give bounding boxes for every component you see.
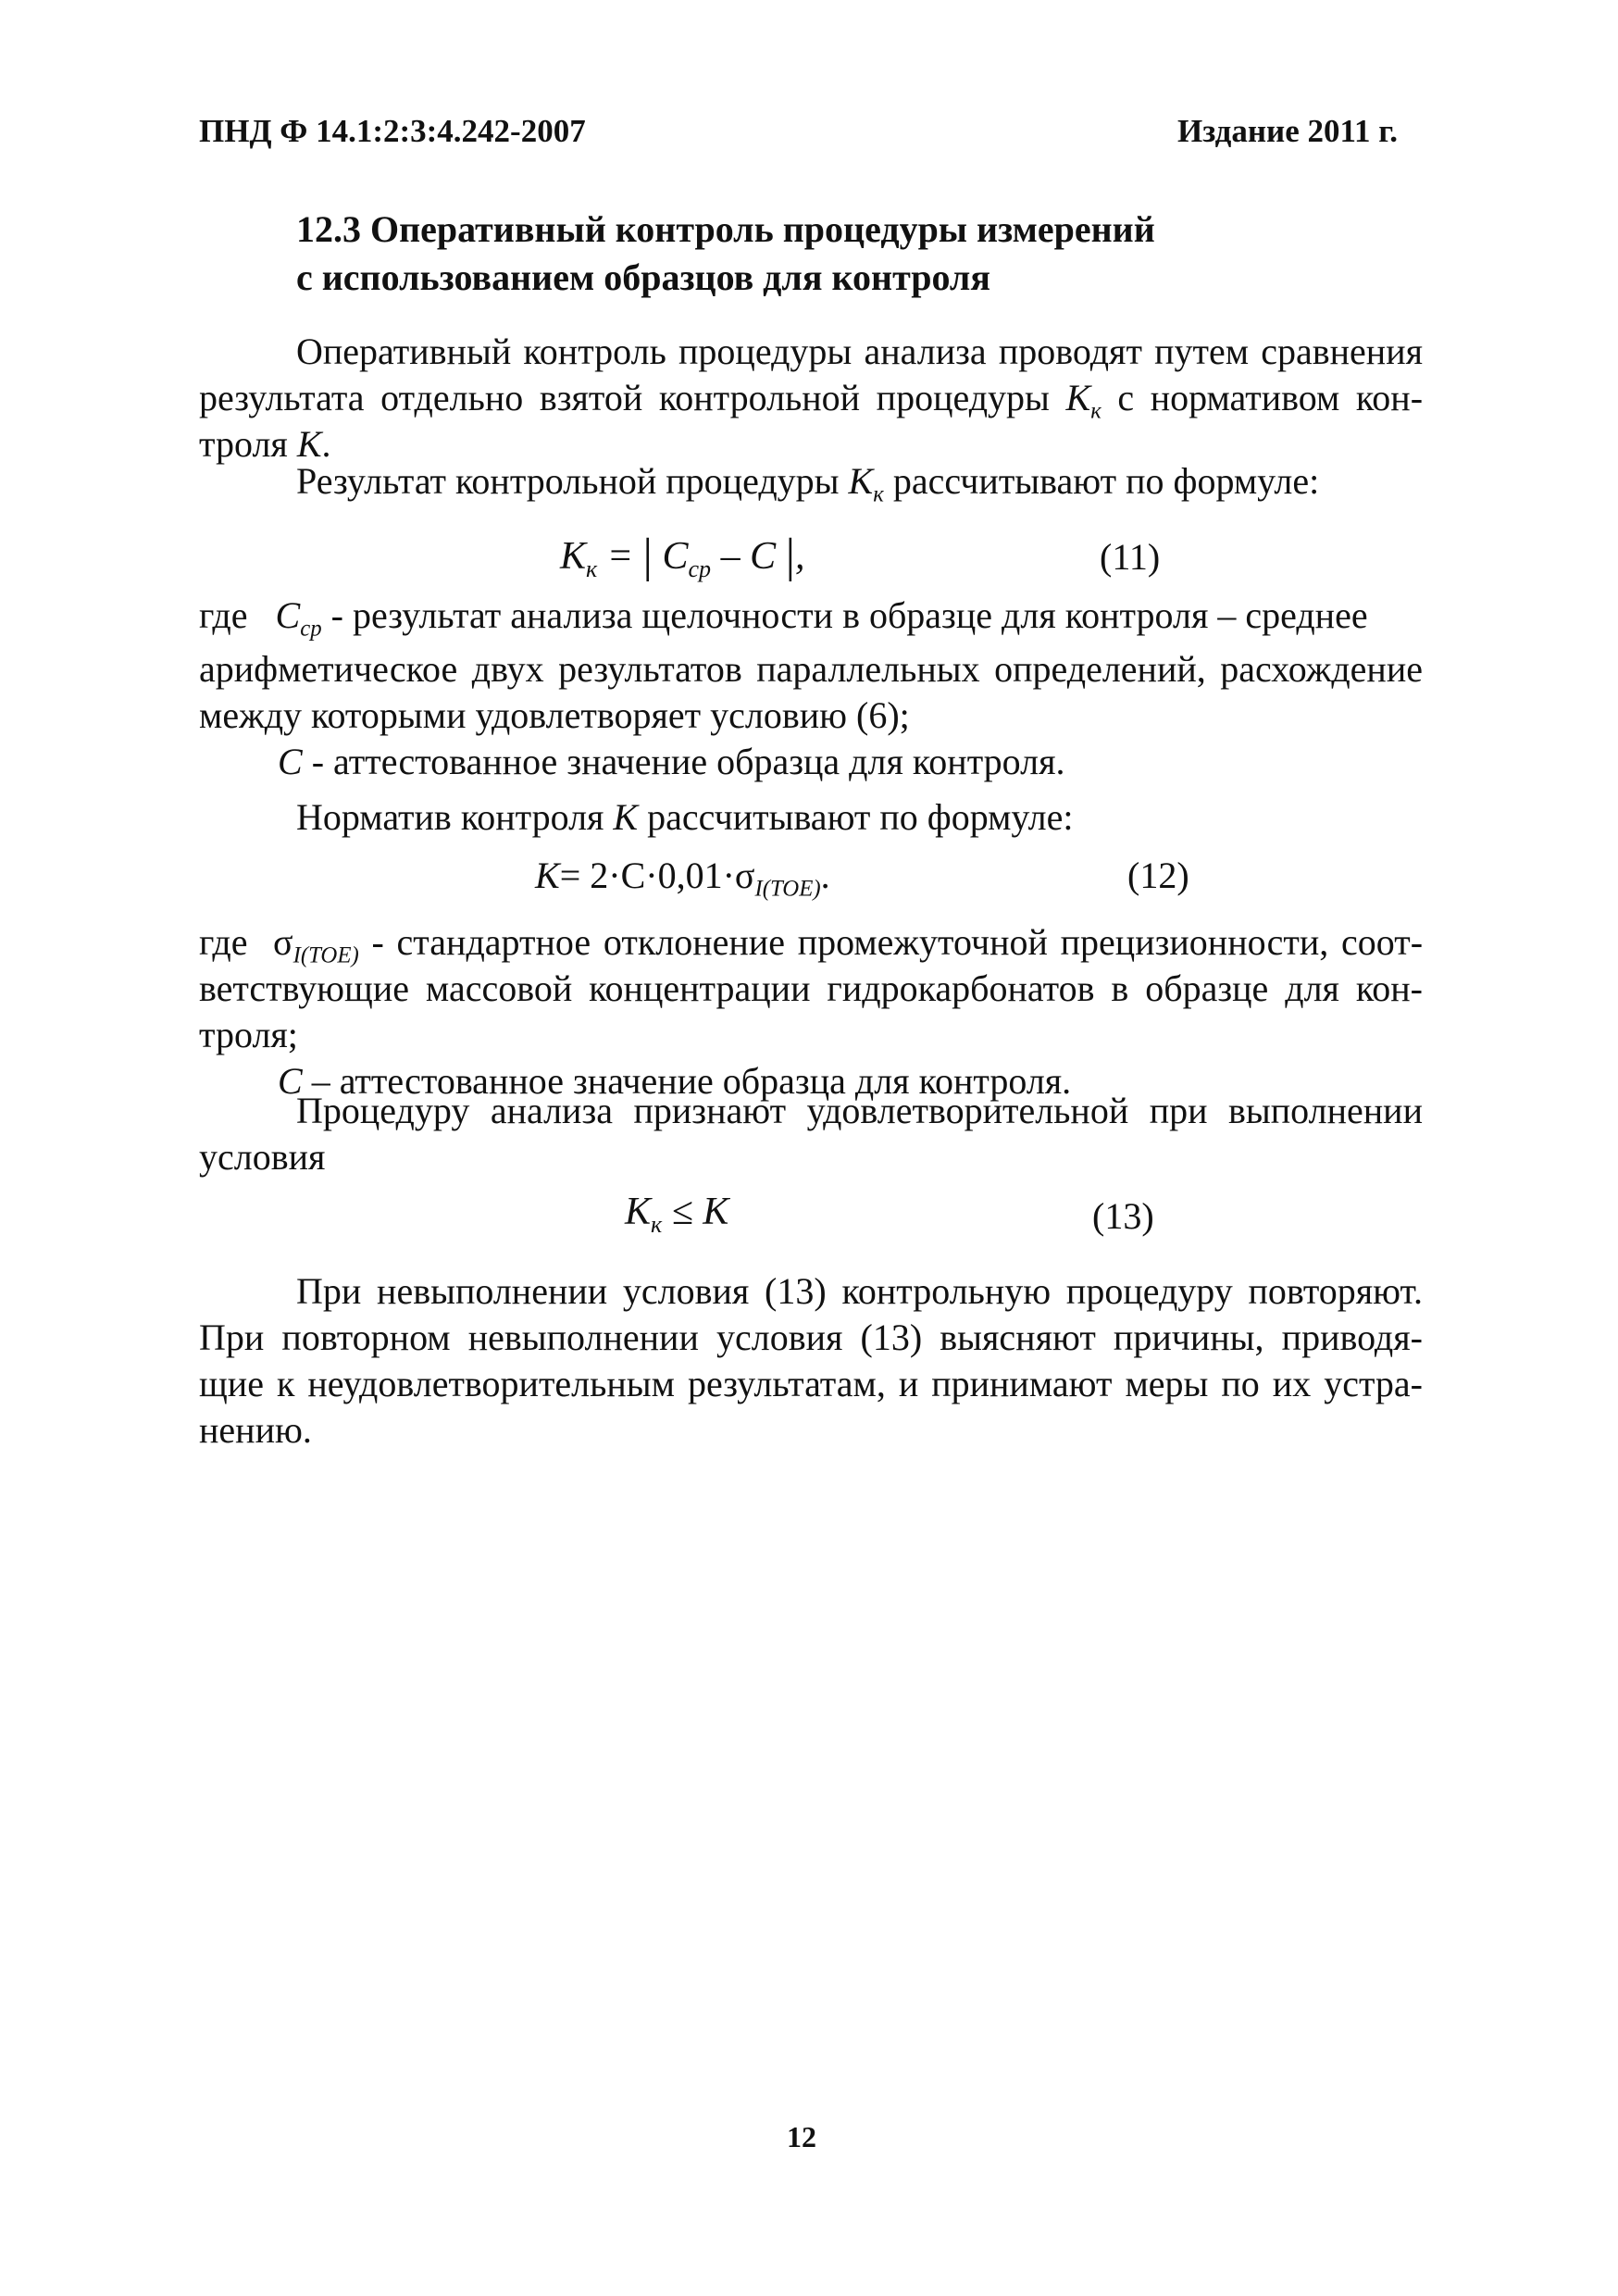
formula-12: $K= 2\cdot C\cdot 0,01\cdot\sigma_{I(TOE)}$. bbox=[535, 855, 830, 902]
intro-line-2: результата отдельно взятой контрольной процедуры $K_к$ с нормативом кон- bbox=[199, 377, 1424, 424]
where-12-c-definition: C – аттестованное значение образца для контроля. bbox=[278, 1060, 1072, 1102]
acceptance-line-2: условия bbox=[199, 1136, 326, 1178]
intro-paragraph bbox=[199, 329, 1423, 468]
acceptance-paragraph bbox=[199, 1088, 1423, 1180]
section-title-line-1: 12.3 Оперативный контроль процедуры измерений bbox=[296, 208, 1155, 250]
closing-line-3: щие к неудовлетворительным результатам, и принимают меры по их устра- bbox=[199, 1363, 1423, 1404]
closing-line-4: нению. bbox=[199, 1409, 312, 1451]
where-11-paragraph bbox=[199, 593, 1423, 785]
where-11-line-2: арифметическое двух результатов параллельных определений, расхождение bbox=[199, 648, 1423, 690]
norm-intro: Норматив контроля K рассчитывают по формуле: bbox=[296, 796, 1074, 838]
formula-12-number: (12) bbox=[1127, 855, 1189, 896]
where-11-line-1: где $C_{ср}$ - результат анализа щелочности в образце для контроля – среднее bbox=[199, 594, 1368, 642]
intro-line-3: троля K. bbox=[199, 423, 331, 465]
page-number: 12 bbox=[787, 2120, 816, 2153]
intro-line-1: Оперативный контроль процедуры анализа проводят путем сравнения bbox=[296, 331, 1423, 372]
closing-paragraph bbox=[199, 1268, 1423, 1454]
where-12-line-1: где $\sigma_{I(TOE)}$ - стандартное отклонение промежуточной прецизионности, соот- bbox=[199, 921, 1424, 968]
where-11-c-definition: C - аттестованное значение образца для контроля. bbox=[278, 741, 1065, 782]
formula-13-number: (13) bbox=[1092, 1195, 1154, 1237]
edition-label: Издание 2011 г. bbox=[1177, 113, 1398, 149]
result-intro: Результат контрольной процедуры $K_к$ рассчитывают по формуле: bbox=[296, 460, 1320, 507]
where-12-paragraph bbox=[199, 919, 1423, 1104]
document-code: ПНД Ф 14.1:2:3:4.242-2007 bbox=[199, 113, 586, 149]
section-title-line-2: с использованием образцов для контроля bbox=[296, 256, 990, 298]
closing-line-2: При повторном невыполнении условия (13) выясняют причины, приводя- bbox=[199, 1316, 1423, 1358]
formula-11-number: (11) bbox=[1100, 536, 1161, 578]
section-heading bbox=[296, 206, 1155, 302]
where-12-line-3: троля; bbox=[199, 1014, 298, 1055]
formula-11: $K_к$ = | $C_{ср}$ – C |, bbox=[560, 530, 805, 583]
closing-line-1: При невыполнении условия (13) контрольную процедуру повторяют. bbox=[296, 1270, 1423, 1312]
formula-13: $K_к \le K$ bbox=[625, 1191, 729, 1239]
acceptance-line-1: Процедуру анализа признают удовлетворительной при выполнении bbox=[296, 1090, 1423, 1131]
where-11-line-3: между которыми удовлетворяет условию (6); bbox=[199, 694, 910, 736]
where-12-line-2: ветствующие массовой концентрации гидрокарбонатов в образце для кон- bbox=[199, 967, 1423, 1009]
